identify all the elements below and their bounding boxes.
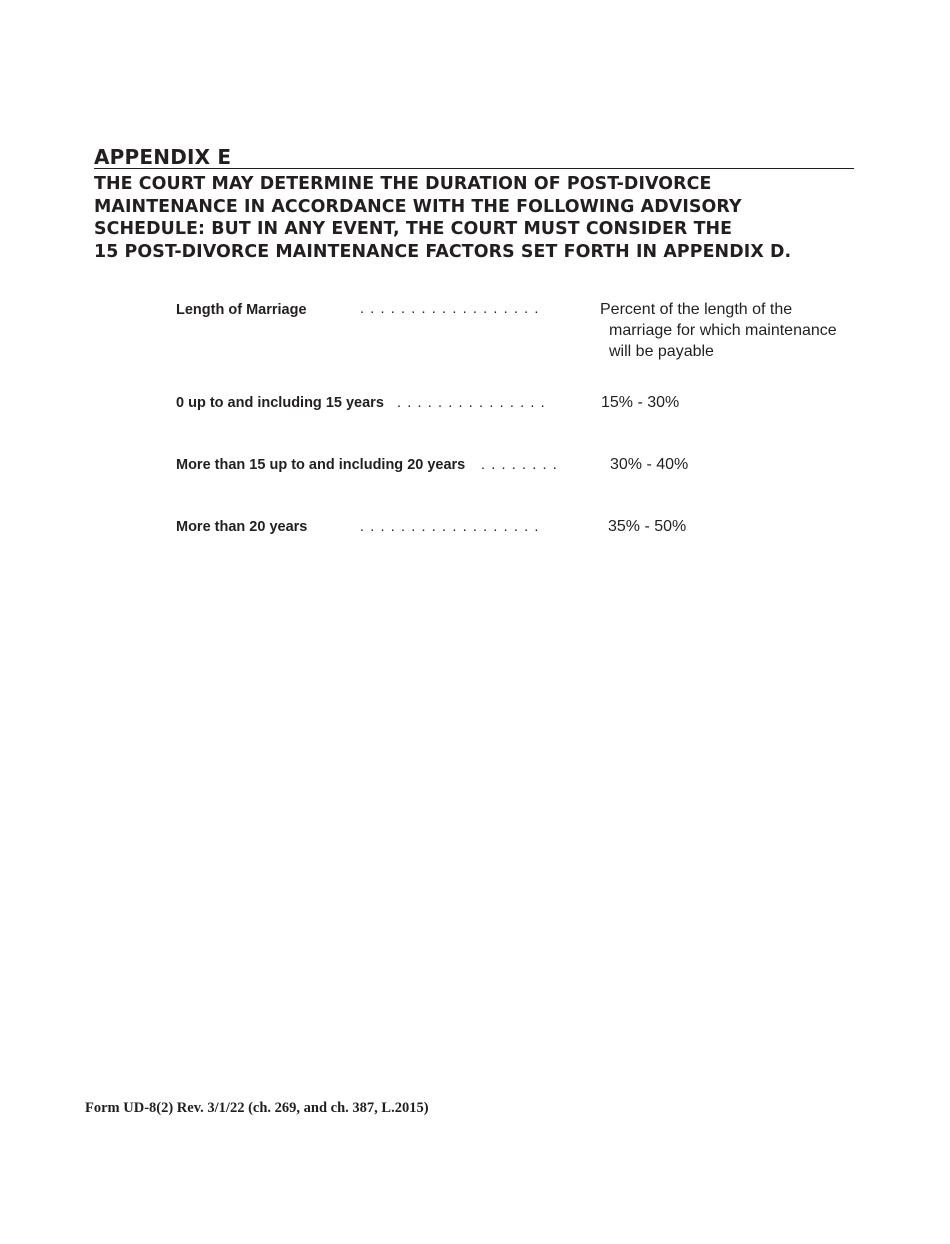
dot-leader: . . . . . . . . <box>481 457 558 473</box>
percent-header-line: Percent of the length of the <box>600 301 793 318</box>
heading-line: 15 POST-DIVORCE MAINTENANCE FACTORS SET FORTH IN APPENDIX D. <box>94 241 792 262</box>
percent-header-line: marriage for which maintenance <box>609 322 837 339</box>
row-value: 30% - 40% <box>610 456 689 473</box>
dot-leader: . . . . . . . . . . . . . . . <box>397 395 546 411</box>
percent-header-line: will be payable <box>609 343 714 360</box>
appendix-heading <box>94 173 884 263</box>
row-label: More than 20 years <box>176 519 308 535</box>
row-value: 35% - 50% <box>608 518 687 535</box>
row-value: 15% - 30% <box>601 394 680 411</box>
appendix-title: APPENDIX E <box>94 145 232 169</box>
title-underline <box>94 168 854 169</box>
form-footer: Form UD-8(2) Rev. 3/1/22 (ch. 269, and ch. 387, L.2015) <box>85 1100 429 1116</box>
row-label: More than 15 up to and including 20 years <box>176 457 466 473</box>
dot-leader: . . . . . . . . . . . . . . . . . . <box>360 301 540 317</box>
heading-line: MAINTENANCE IN ACCORDANCE WITH THE FOLLOWING ADVISORY <box>94 196 742 217</box>
column-header-length-of-marriage: Length of Marriage <box>176 302 307 318</box>
dot-leader: . . . . . . . . . . . . . . . . . . <box>360 519 540 535</box>
column-header-percent <box>600 299 837 362</box>
row-label: 0 up to and including 15 years <box>176 395 384 411</box>
heading-line: THE COURT MAY DETERMINE THE DURATION OF POST-DIVORCE <box>94 174 712 194</box>
heading-line: SCHEDULE: BUT IN ANY EVENT, THE COURT MUST CONSIDER THE <box>94 219 733 240</box>
